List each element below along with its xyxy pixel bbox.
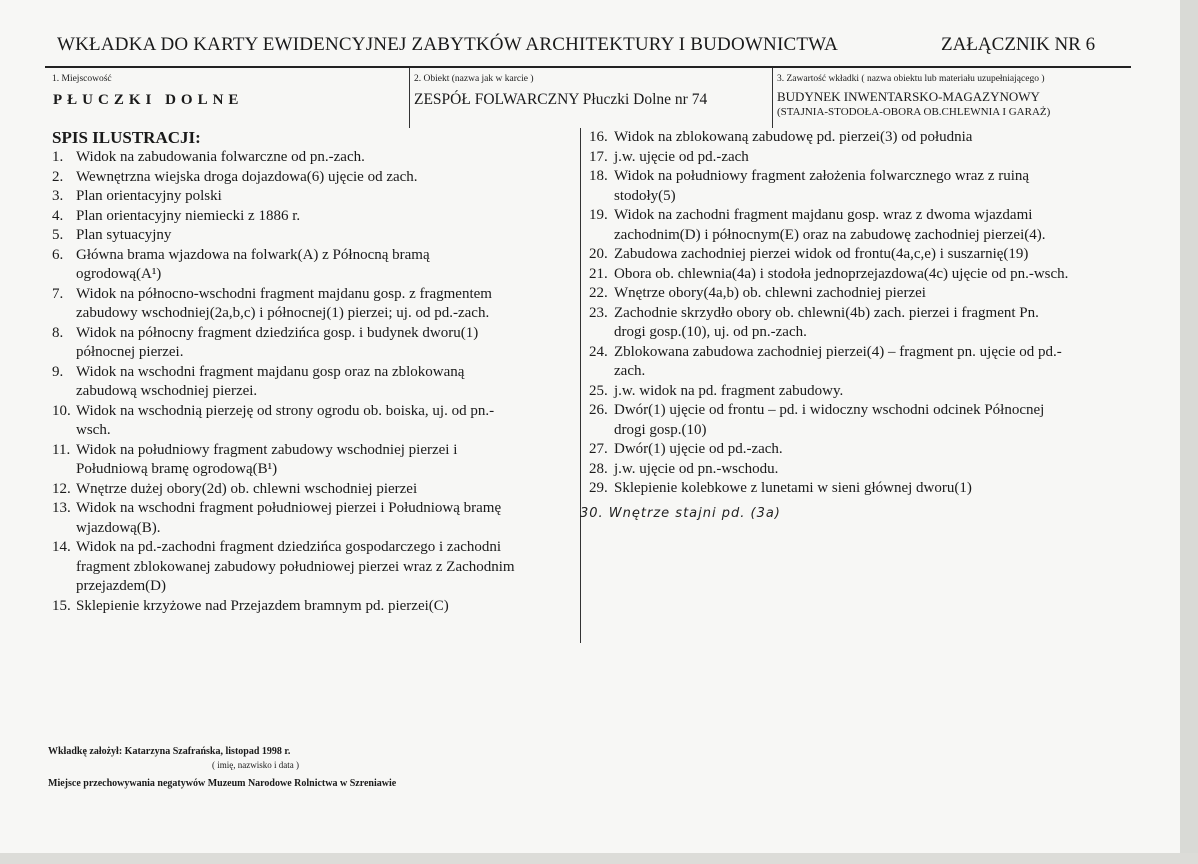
item-text-line: Widok na południowy fragment założenia folwarcznego wraz z ruiną — [614, 168, 1030, 184]
item-number: 3. — [52, 188, 64, 204]
item-text-line: Plan orientacyjny niemiecki z 1886 r. — [76, 207, 301, 224]
item-text-line: zabudową wschodniej pierzei. — [76, 383, 258, 399]
illustration-item — [589, 148, 1149, 168]
item-number: 21. — [589, 265, 608, 282]
illustration-item — [589, 304, 1149, 343]
item-text-line: Widok na zblokowaną zabudowę pd. pierzei(3) od południa — [614, 129, 973, 145]
illustration-item — [589, 284, 1149, 304]
item-number: 14. — [52, 539, 71, 555]
item-number: 11. — [52, 441, 71, 458]
field-divider-1 — [409, 68, 410, 128]
object-label: 2. Obiekt (nazwa jak w karcie ) — [414, 74, 534, 84]
item-text-line: ogrodową(A¹) — [76, 266, 162, 282]
item-text-line: Widok na zabudowania folwarczne od pn.-zach. — [76, 149, 365, 165]
item-text-line: Widok na wschodni fragment południowej pierzei i Południową bramę — [76, 500, 502, 516]
contents-subvalue: (STAJNIA-STODOŁA-OBORA OB.CHLEWNIA I GARAŻ) — [777, 106, 1051, 118]
field-divider-2 — [772, 68, 773, 128]
item-text-line: Zabudowa zachodniej pierzei widok od frontu(4a,c,e) i suszarnię(19) — [614, 246, 1029, 262]
illustration-item — [589, 245, 1149, 265]
item-text-line: Widok na zachodni fragment majdanu gosp. wraz z dwoma wjazdami — [614, 207, 1033, 223]
item-text-line: Zblokowana zabudowa zachodniej pierzei(4) – fragment pn. ujęcie od pd.- — [614, 343, 1062, 360]
item-number: 7. — [52, 285, 64, 302]
illustration-item — [52, 187, 572, 207]
item-text-line: j.w. ujęcie od pd.-zach — [614, 148, 749, 165]
item-number: 29. — [589, 480, 608, 496]
illustration-item — [589, 440, 1149, 460]
attachment-number: ZAŁĄCZNIK NR 6 — [941, 34, 1096, 55]
item-text-line: Dwór(1) ujęcie od pd.-zach. — [614, 441, 783, 457]
illustration-item — [52, 148, 572, 168]
illustration-item — [589, 265, 1149, 285]
column-divider — [580, 128, 581, 643]
item-text-line: Widok na wschodnią pierzeję od strony ogrodu ob. boiska, uj. od pn.- — [76, 402, 495, 419]
illustration-item — [52, 207, 572, 227]
item-number: 1. — [52, 149, 64, 165]
item-number: 28. — [589, 460, 608, 477]
item-number: 26. — [589, 402, 608, 418]
item-text-line: Plan sytuacyjny — [76, 227, 172, 243]
locality-label: 1. Miejscowość — [52, 74, 112, 84]
item-number: 17. — [589, 148, 608, 165]
illustration-item — [589, 382, 1149, 402]
illustration-item — [52, 246, 572, 285]
item-number: 4. — [52, 207, 64, 224]
item-number: 24. — [589, 343, 608, 360]
item-text-line: Obora ob. chlewnia(4a) i stodoła jednoprzejazdowa(4c) ujęcie od pn.-wsch. — [614, 265, 1069, 282]
scan-edge-right — [1180, 0, 1198, 864]
illustrations-list-right — [589, 128, 1149, 499]
illustration-item — [589, 343, 1149, 382]
illustration-item — [589, 401, 1149, 440]
locality-value: PŁUCZKI DOLNE — [53, 92, 244, 108]
illustration-item — [52, 499, 572, 538]
item-number: 10. — [52, 402, 71, 419]
item-text-line: Widok na północno-wschodni fragment majdanu gosp. z fragmentem — [76, 285, 492, 302]
item-text-line: przejazdem(D) — [76, 578, 166, 594]
item-text-line: drogi gosp.(10), uj. od pn.-zach. — [614, 324, 807, 340]
illustration-item — [52, 363, 572, 402]
item-number: 13. — [52, 500, 71, 516]
item-number: 15. — [52, 597, 71, 614]
illustration-item — [589, 167, 1149, 206]
illustrations-title: SPIS ILUSTRACJI: — [52, 128, 201, 147]
illustration-item — [52, 168, 572, 188]
illustration-item — [52, 597, 572, 617]
author-hint: ( imię, nazwisko i data ) — [212, 760, 299, 770]
item-text-line: Widok na północny fragment dziedzińca gosp. i budynek dworu(1) — [76, 324, 479, 341]
illustration-item — [589, 460, 1149, 480]
card-title: WKŁADKA DO KARTY EWIDENCYJNEJ ZABYTKÓW ARCHITEKTURY I BUDOWNICTWA — [57, 34, 839, 55]
illustration-item — [52, 441, 572, 480]
scan-edge-bottom — [0, 853, 1198, 864]
item-text-line: zabudowy wschodniej(2a,b,c) i północnej(1) pierzei; uj. od pd.-zach. — [76, 305, 490, 321]
contents-label: 3. Zawartość wkładki ( nazwa obiektu lub materiału uzupełniającego ) — [777, 74, 1045, 84]
item-number: 20. — [589, 246, 608, 262]
item-number: 6. — [52, 246, 64, 263]
item-number: 8. — [52, 324, 64, 341]
item-text-line: Wnętrze dużej obory(2d) ob. chlewni wschodniej pierzei — [76, 480, 418, 497]
item-text-line: zachodnim(D) i północnym(E) oraz na zabudowę zachodniej pierzei(4). — [614, 226, 1046, 243]
item-text-line: j.w. widok na pd. fragment zabudowy. — [614, 382, 844, 399]
storage-line: Miejsce przechowywania negatywów Muzeum Narodowe Rolnictwa w Szreniawie — [48, 778, 397, 789]
item-text-line: wsch. — [76, 422, 111, 438]
illustration-item — [589, 479, 1149, 499]
item-number: 2. — [52, 168, 64, 185]
item-text-line: Wnętrze obory(4a,b) ob. chlewni zachodniej pierzei — [614, 285, 926, 301]
illustration-item — [52, 402, 572, 441]
item-text-line: Widok na wschodni fragment majdanu gosp oraz na zblokowaną — [76, 363, 465, 380]
item-number: 22. — [589, 285, 608, 301]
illustration-item — [52, 324, 572, 363]
item-text-line: Plan orientacyjny polski — [76, 188, 222, 204]
illustration-item — [52, 226, 572, 246]
item-text-line: stodoły(5) — [614, 187, 676, 204]
item-text-line: Widok na pd.-zachodni fragment dziedzińca gospodarczego i zachodni — [76, 539, 502, 555]
item-number: 25. — [589, 382, 608, 399]
item-text-line: północnej pierzei. — [76, 344, 184, 360]
item-number: 23. — [589, 304, 608, 321]
item-number: 19. — [589, 207, 608, 223]
illustration-item — [589, 128, 1149, 148]
object-value: ZESPÓŁ FOLWARCZNY Płuczki Dolne nr 74 — [414, 91, 708, 108]
item-number: 5. — [52, 227, 64, 243]
item-text-line: j.w. ujęcie od pn.-wschodu. — [614, 460, 779, 477]
illustration-item — [589, 206, 1149, 245]
author-line: Wkładkę założył: Katarzyna Szafrańska, listopad 1998 r. — [48, 746, 291, 757]
item-number: 18. — [589, 168, 608, 184]
item-number: 27. — [589, 441, 608, 457]
item-number: 9. — [52, 363, 64, 380]
illustration-item — [52, 480, 572, 500]
item-text-line: Sklepienie krzyżowe nad Przejazdem bramnym pd. pierzei(C) — [76, 597, 449, 614]
item-text-line: Wewnętrzna wiejska droga dojazdowa(6) ujęcie od zach. — [76, 168, 418, 185]
item-text-line: fragment zblokowanej zabudowy południowej pierzei wraz z Zachodnim — [76, 558, 515, 575]
handwritten-entry: 30. Wnętrze stajni pd. (3a) — [580, 506, 781, 521]
illustrations-list-left — [52, 148, 572, 616]
item-text-line: Południową bramę ogrodową(B¹) — [76, 461, 278, 477]
item-text-line: Zachodnie skrzydło obory ob. chlewni(4b) zach. pierzei i fragment Pn. — [614, 304, 1039, 321]
item-text-line: Główna brama wjazdowa na folwark(A) z Północną bramą — [76, 246, 430, 263]
item-text-line: Sklepienie kolebkowe z lunetami w sieni głównej dworu(1) — [614, 480, 972, 496]
item-text-line: drogi gosp.(10) — [614, 421, 707, 438]
item-text-line: Widok na południowy fragment zabudowy wschodniej pierzei i — [76, 441, 458, 458]
header-divider — [45, 66, 1131, 68]
illustration-item — [52, 538, 572, 597]
item-text-line: Dwór(1) ujęcie od frontu – pd. i widoczny wschodni odcinek Północnej — [614, 402, 1045, 418]
item-text-line: wjazdową(B). — [76, 519, 161, 536]
item-text-line: zach. — [614, 363, 646, 379]
item-number: 12. — [52, 480, 71, 497]
item-number: 16. — [589, 129, 608, 145]
contents-value: BUDYNEK INWENTARSKO-MAGAZYNOWY — [777, 89, 1040, 104]
illustration-item — [52, 285, 572, 324]
